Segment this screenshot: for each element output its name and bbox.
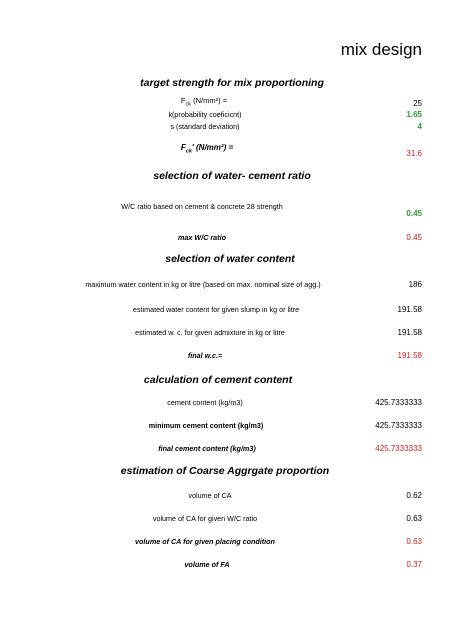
s-label: s (standard deviation)	[170, 122, 240, 131]
section-heading-water-content: selection of water content	[165, 253, 295, 265]
slump-water-label: estimated water content for given slump in kg or litre	[132, 305, 300, 314]
final-water-label: final w.c.=	[187, 351, 223, 360]
slump-water-value: 191.58	[397, 305, 422, 314]
fck-target-value: 31.6	[406, 149, 422, 158]
fck-symbol: F	[180, 96, 186, 105]
vol-ca-placing-value: 0.63	[406, 537, 422, 546]
cement-content-label: cement content (kg/m3)	[167, 398, 243, 407]
section-heading-cement-content: calculation of cement content	[143, 374, 293, 386]
admix-water-value: 191.58	[397, 328, 422, 337]
max-wc-value: 0.45	[406, 233, 422, 242]
fck-target-label	[181, 143, 233, 155]
section-heading-target-strength: target strength for mix proportioning	[140, 77, 324, 89]
k-label: k(probability coeficicnt)	[168, 110, 242, 119]
final-cement-label: final cement content (kg/m3)	[158, 444, 256, 453]
fck-target-unit: ' (N/mm²) =	[191, 143, 234, 152]
wc-ratio-value: 0.45	[406, 209, 422, 218]
max-wc-label: max W/C ratio	[178, 233, 226, 242]
final-cement-value: 425.7333333	[375, 444, 422, 453]
fck-target-subscript: ck	[185, 148, 192, 155]
vol-ca-wc-value: 0.63	[406, 514, 422, 523]
final-water-value: 191.58	[397, 351, 422, 360]
max-water-content-value: 186	[408, 280, 422, 289]
section-heading-coarse-aggregate: estimation of Coarse Aggrgate proportion	[120, 465, 330, 477]
section-heading-wc-ratio: selection of water- cement ratio	[153, 170, 311, 182]
wc-ratio-label: W/C ratio based on cement & concrete 28 strength	[121, 202, 283, 211]
vol-ca-placing-label: volume of CA for given placing condition	[135, 537, 275, 546]
vol-fa-value: 0.37	[406, 560, 422, 569]
page-title: mix design	[340, 40, 422, 59]
vol-fa-label: volume of FA	[184, 560, 230, 569]
vol-ca-label: volume of CA	[188, 491, 232, 500]
vol-ca-wc-label: volume of CA for given W/C ratio	[152, 514, 258, 523]
fck-unit: (N/mm²) =	[193, 96, 228, 105]
vol-ca-value: 0.62	[406, 491, 422, 500]
cement-content-value: 425.7333333	[375, 398, 422, 407]
fck-label	[181, 96, 227, 108]
min-cement-label: minimum cement content (kg/m3)	[148, 421, 264, 430]
s-value: 4	[417, 122, 422, 131]
fck-target-symbol: F	[180, 143, 186, 152]
k-value: 1.65	[406, 110, 422, 119]
fck-value: 25	[413, 99, 422, 108]
fck-subscript: ck	[185, 101, 192, 108]
min-cement-value: 425.7333333	[375, 421, 422, 430]
admix-water-label: estimated w. c. for given admixture in kg or litre	[135, 328, 285, 337]
max-water-content-label: maximum water content in kg or litre (based on max. nominal size of agg.)	[85, 280, 321, 289]
